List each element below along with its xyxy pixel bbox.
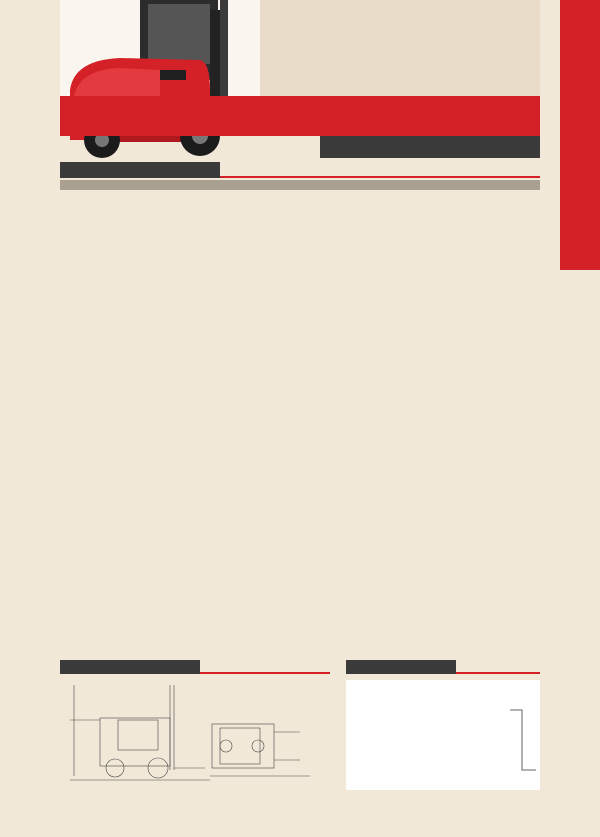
specs-header-box <box>60 162 220 178</box>
fork-outline <box>510 710 536 770</box>
spec-head-row <box>60 180 540 190</box>
title-band <box>60 96 540 136</box>
drawing-header-box <box>60 660 200 674</box>
chart-header-box <box>346 660 456 674</box>
subtitle-band <box>320 136 540 158</box>
spec-table <box>60 180 540 190</box>
technical-drawing <box>60 680 330 790</box>
forklift-photo-icon <box>60 0 250 160</box>
load-chart <box>346 680 540 790</box>
side-tab <box>560 0 600 270</box>
